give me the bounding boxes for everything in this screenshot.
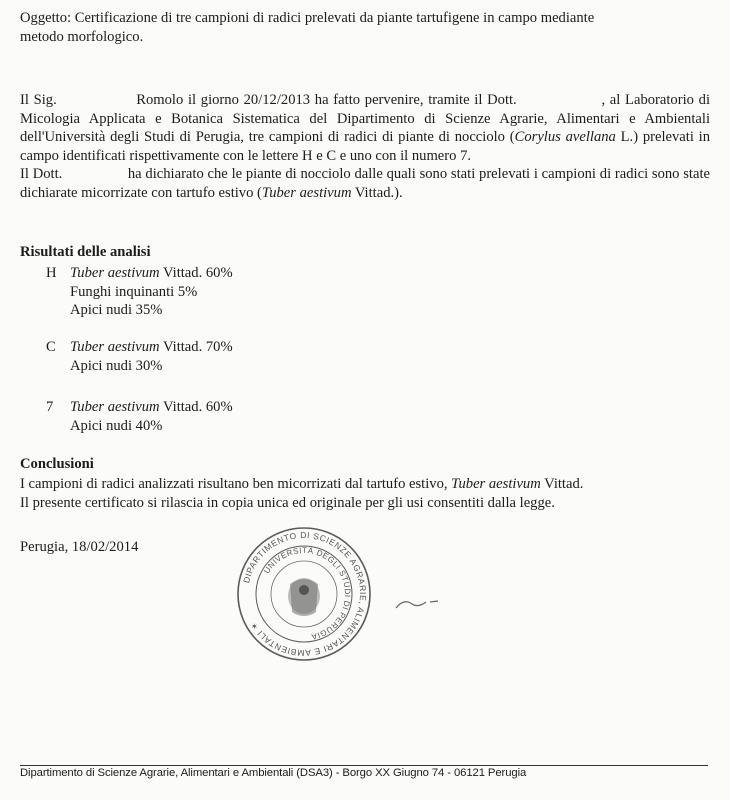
university-seal-icon: [234, 524, 374, 664]
paragraph-2: [20, 165, 710, 202]
sample-label: 7: [46, 399, 54, 415]
para2-a: Il Dott.: [20, 166, 67, 183]
subject-line-2: metodo morfologico.: [20, 28, 144, 45]
species-percent: Vittad. 70%: [159, 339, 233, 355]
para2-species: Tuber aestivum: [261, 184, 352, 201]
sample-label: H: [46, 265, 57, 281]
sample-c: [46, 338, 233, 375]
para2-b: ha dichiarato che le piante di nocciolo dalle quali sono stati prelevati i campioni di radici sono state dichiarate micorrizate con tartufo estivo (: [20, 166, 710, 201]
species-percent: Vittad. 60%: [159, 399, 233, 415]
conclusion-line-1: [20, 475, 583, 494]
para1-b: Romolo il giorno 20/12/2013 ha fatto pervenire, tramite il Dott.: [131, 92, 522, 108]
conclusions-title: Conclusioni: [20, 456, 94, 472]
svg-text:DIPARTIMENTO DI SCIENZE AGRARI: DIPARTIMENTO DI SCIENZE AGRARIE, ALIMENTARI E AMBIENTALI ✶: [241, 529, 369, 659]
place-date: Perugia, 18/02/2014: [20, 539, 139, 555]
sample-7: [46, 398, 233, 435]
species: Tuber aestivum: [70, 265, 160, 281]
sample-line: [70, 264, 233, 283]
sample-label: C: [46, 339, 56, 355]
species: Tuber aestivum: [70, 339, 160, 355]
redacted-name: [521, 96, 601, 106]
concl-a: I campioni di radici analizzati risultano ben micorrizati dal tartufo estivo,: [20, 476, 452, 492]
species-percent: Vittad. 60%: [159, 265, 233, 281]
sample-line: Apici nudi 35%: [70, 302, 163, 319]
para1-c: , al Laboratorio di Micologia Applicata e Botanica Sistematica del Dipartimento di Scienze Agrarie, Alimentari e Ambientali dell'Università degli Studi di Perugia, tre campioni di radici di piante di nocciolo (: [20, 92, 711, 146]
concl-species: Tuber aestivum: [451, 476, 541, 492]
footer-address: Dipartimento di Scienze Agrarie, Alimentari e Ambientali (DSA3) - Borgo XX Giugno 74 - 06121 Perugia: [20, 767, 527, 779]
conclusion-line-2: Il presente certificato si rilascia in copia unica ed originale per gli usi consentiti dalla legge.: [20, 495, 555, 511]
body-text: [20, 91, 710, 203]
para1-species: Corylus avellana: [514, 129, 616, 146]
footer-divider: [20, 765, 708, 766]
redacted-name: [61, 96, 131, 106]
para1-a: Il Sig.: [20, 92, 62, 108]
para2-c: Vittad.).: [351, 184, 403, 201]
redacted-name: [66, 170, 124, 180]
sample-line: Funghi inquinanti 5%: [70, 283, 198, 300]
subject: [20, 9, 710, 46]
para1-d: L.) prelevati in campo identificati rispettivamente con le lettere H e C e uno con il numero 7.: [20, 129, 710, 164]
paragraph-1: [20, 91, 710, 165]
sample-line: Apici nudi 40%: [70, 417, 163, 434]
sample-line: [70, 338, 233, 357]
results-title: Risultati delle analisi: [20, 244, 151, 260]
sample-line: [70, 398, 233, 417]
subject-line-1: Oggetto: Certificazione di tre campioni di radici prelevati da piante tartufigene in campo mediante: [20, 10, 595, 26]
signature-mark-icon: [390, 588, 450, 618]
species: Tuber aestivum: [70, 399, 160, 415]
concl-b: Vittad.: [540, 476, 584, 492]
sample-line: Apici nudi 30%: [70, 357, 163, 374]
conclusions-text: [20, 475, 583, 513]
sample-h: [46, 264, 233, 320]
svg-text:UNIVERSITÀ DEGLI STUDI DI PERU: UNIVERSITÀ DEGLI STUDI DI PERUGIA: [262, 545, 353, 642]
